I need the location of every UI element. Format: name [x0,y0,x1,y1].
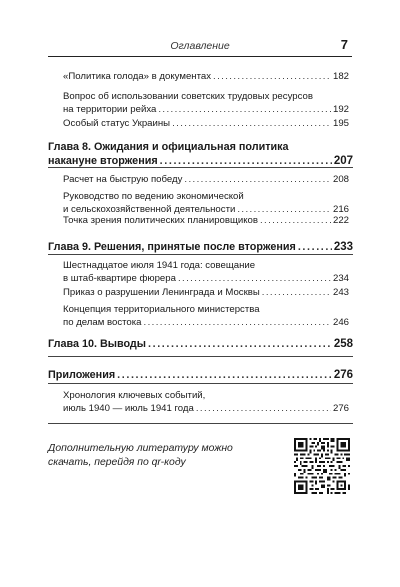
toc-entry-page: 216 [332,204,349,215]
toc-entry[interactable] [63,389,349,415]
dot-leader [160,154,332,168]
toc-entry-title: в штаб-квартире фюрера [63,273,176,284]
toc-entry-page: 243 [332,287,349,298]
toc-entry-title: Точка зрения политических планировщиков [63,215,258,226]
chapter-title: Глава 10. Выводы [48,338,146,350]
toc-entry[interactable] [63,190,349,216]
dot-leader [262,286,331,299]
toc-entry[interactable] [63,259,349,285]
chapter-rule [48,254,353,255]
running-header-title: Оглавление [170,40,230,52]
toc-entry[interactable] [63,173,349,186]
toc-entry-title: Особый статус Украины [63,118,171,129]
toc-chapter-10[interactable] [48,337,353,351]
dot-leader [148,337,332,351]
toc-entry-title-line1: Концепция территориального министерства [63,304,260,315]
toc-entry-page: 208 [332,174,349,185]
toc-entry-title-line1: Вопрос об использовании советских трудовых ресурсов [63,91,313,102]
section-divider [48,423,353,424]
dot-leader [144,316,331,329]
dot-leader [117,368,332,382]
toc-entry[interactable] [63,303,349,329]
toc-chapter-9[interactable] [48,240,353,254]
chapter-rule [48,383,353,384]
dot-leader [196,402,331,415]
page-number: 7 [340,37,348,52]
chapter-page: 233 [333,241,353,253]
chapter-title: Глава 9. Решения, принятые после вторжения [48,241,296,253]
toc-entry-page: 195 [332,118,349,129]
chapter-page: 207 [333,155,353,167]
toc-entry-title: Приказ о разрушении Ленинграда и Москвы [63,287,260,298]
chapter-rule [48,356,353,357]
toc-entry[interactable] [63,117,349,130]
toc-entry-title: по делам востока [63,317,142,328]
toc-entry-page: 276 [332,403,349,414]
toc-chapter-8[interactable] [48,140,353,168]
toc-entry-title: на территории рейха [63,104,157,115]
dot-leader [213,70,331,83]
chapter-title-line1: Глава 8. Ожидания и официальная политика [48,141,289,153]
dot-leader [178,272,331,285]
toc-entry[interactable] [63,90,349,116]
running-header [48,38,352,57]
dot-leader [260,214,331,227]
toc-entry-title-line1: Шестнадцатое июля 1941 года: совещание [63,260,256,271]
toc-appendix[interactable] [48,368,353,382]
dot-leader [172,117,331,130]
chapter-title: накануне вторжения [48,155,158,167]
toc-entry-page: 182 [332,71,349,82]
toc-entry-title-line1: Хронология ключевых событий, [63,390,206,401]
toc-entry[interactable] [63,70,349,83]
chapter-page: 258 [333,338,353,350]
toc-entry[interactable] [63,286,349,299]
chapter-title: Приложения [48,369,116,381]
toc-entry-page: 192 [332,104,349,115]
dot-leader [298,240,332,254]
toc-entry-title: и сельскохозяйственной деятельности [63,204,236,215]
toc-entry-page: 234 [332,273,349,284]
toc-entry-page: 222 [332,215,349,226]
toc-entry-title-line1: Руководство по ведению экономической [63,191,244,202]
toc-entry-title: июль 1940 — июль 1941 года [63,403,194,414]
dot-leader [158,103,331,116]
toc-entry-title: «Политика голода» в документах [63,71,211,82]
toc-entry-title: Расчет на быструю победу [63,174,183,185]
toc-entry-page: 246 [332,317,349,328]
qr-code-icon[interactable] [294,438,350,494]
chapter-page: 276 [333,369,353,381]
qr-note: Дополнительную литературу можно скачать, перейдя по qr-коду [48,443,233,468]
chapter-rule [48,167,353,168]
dot-leader [184,173,331,186]
toc-entry[interactable] [63,214,349,227]
